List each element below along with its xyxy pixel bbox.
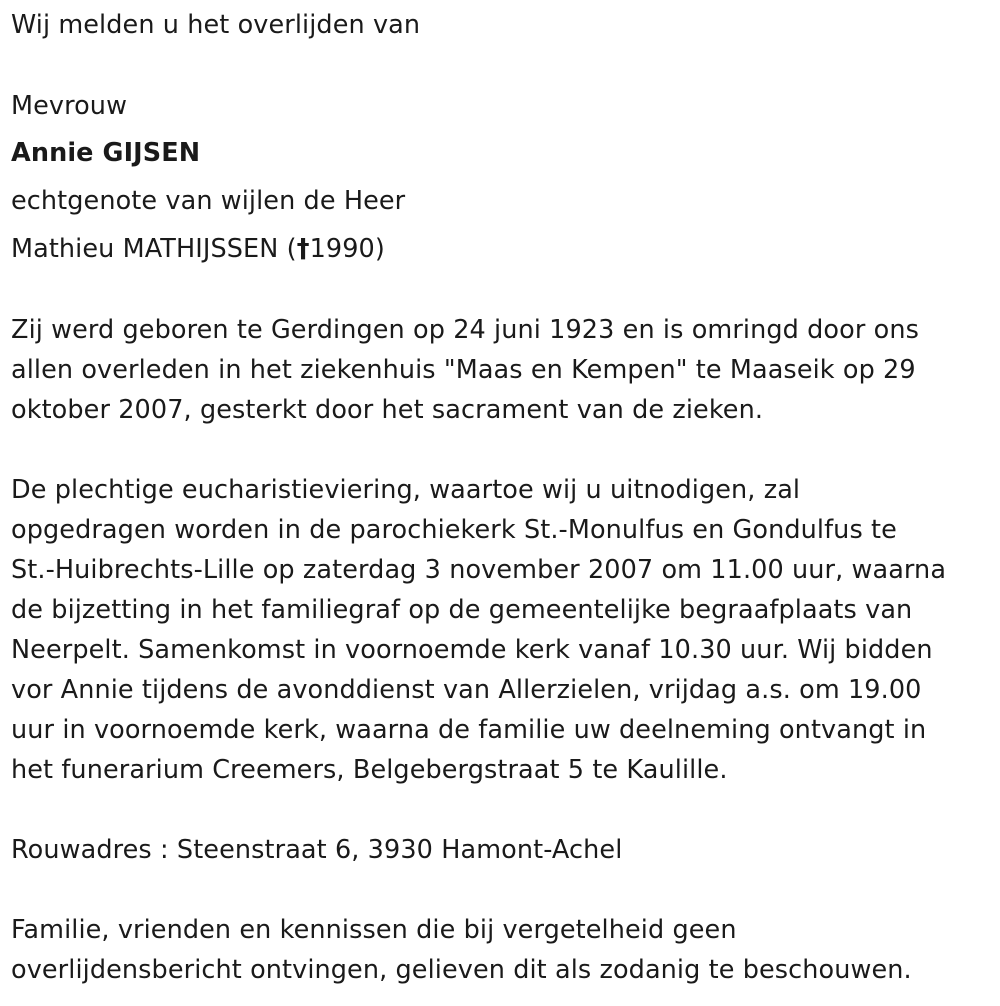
paragraph-line: oktober 2007, gesterkt door het sacrament van de zieken. — [11, 395, 764, 425]
paragraph-line: vor Annie tijdens de avonddienst van Allerzielen, vrijdag a.s. om 19.00 — [11, 675, 922, 705]
mourning-address: Rouwadres : Steenstraat 6, 3930 Hamont-Achel — [11, 835, 623, 865]
paragraph-line: overlijdensbericht ontvingen, gelieven dit als zodanig te beschouwen. — [11, 955, 912, 985]
honorific: Mevrouw — [11, 91, 128, 121]
paragraph-line: opgedragen worden in de parochiekerk St.-Monulfus en Gondulfus te — [11, 515, 897, 545]
paragraph-line: allen overleden in het ziekenhuis "Maas en Kempen" te Maaseik op 29 — [11, 355, 916, 385]
spouse-death-year: 1990) — [309, 234, 385, 264]
deceased-name: Annie GIJSEN — [11, 138, 201, 168]
paragraph-line: De plechtige eucharistieviering, waartoe wij u uitnodigen, zal — [11, 475, 801, 505]
paragraph-line: Familie, vrienden en kennissen die bij vergetelheid geen — [11, 915, 737, 945]
paragraph-line: uur in voornoemde kerk, waarna de familie uw deelneming ontvangt in — [11, 715, 927, 745]
cross-icon: † — [296, 234, 310, 264]
spouse-intro: echtgenote van wijlen de Heer — [11, 186, 406, 216]
spouse-line — [11, 229, 385, 269]
intro-text: Wij melden u het overlijden van — [11, 10, 421, 40]
paragraph-line: Zij werd geboren te Gerdingen op 24 juni 1923 en is omringd door ons — [11, 315, 919, 345]
spouse-name: Mathieu MATHIJSSEN ( — [11, 234, 297, 264]
paragraph-line: St.-Huibrechts-Lille op zaterdag 3 november 2007 om 11.00 uur, waarna — [11, 555, 947, 585]
paragraph-line: het funerarium Creemers, Belgebergstraat 5 te Kaulille. — [11, 755, 728, 785]
paragraph-line: de bijzetting in het familiegraf op de gemeentelijke begraafplaats van — [11, 595, 913, 625]
paragraph-line: Neerpelt. Samenkomst in voornoemde kerk vanaf 10.30 uur. Wij bidden — [11, 635, 933, 665]
